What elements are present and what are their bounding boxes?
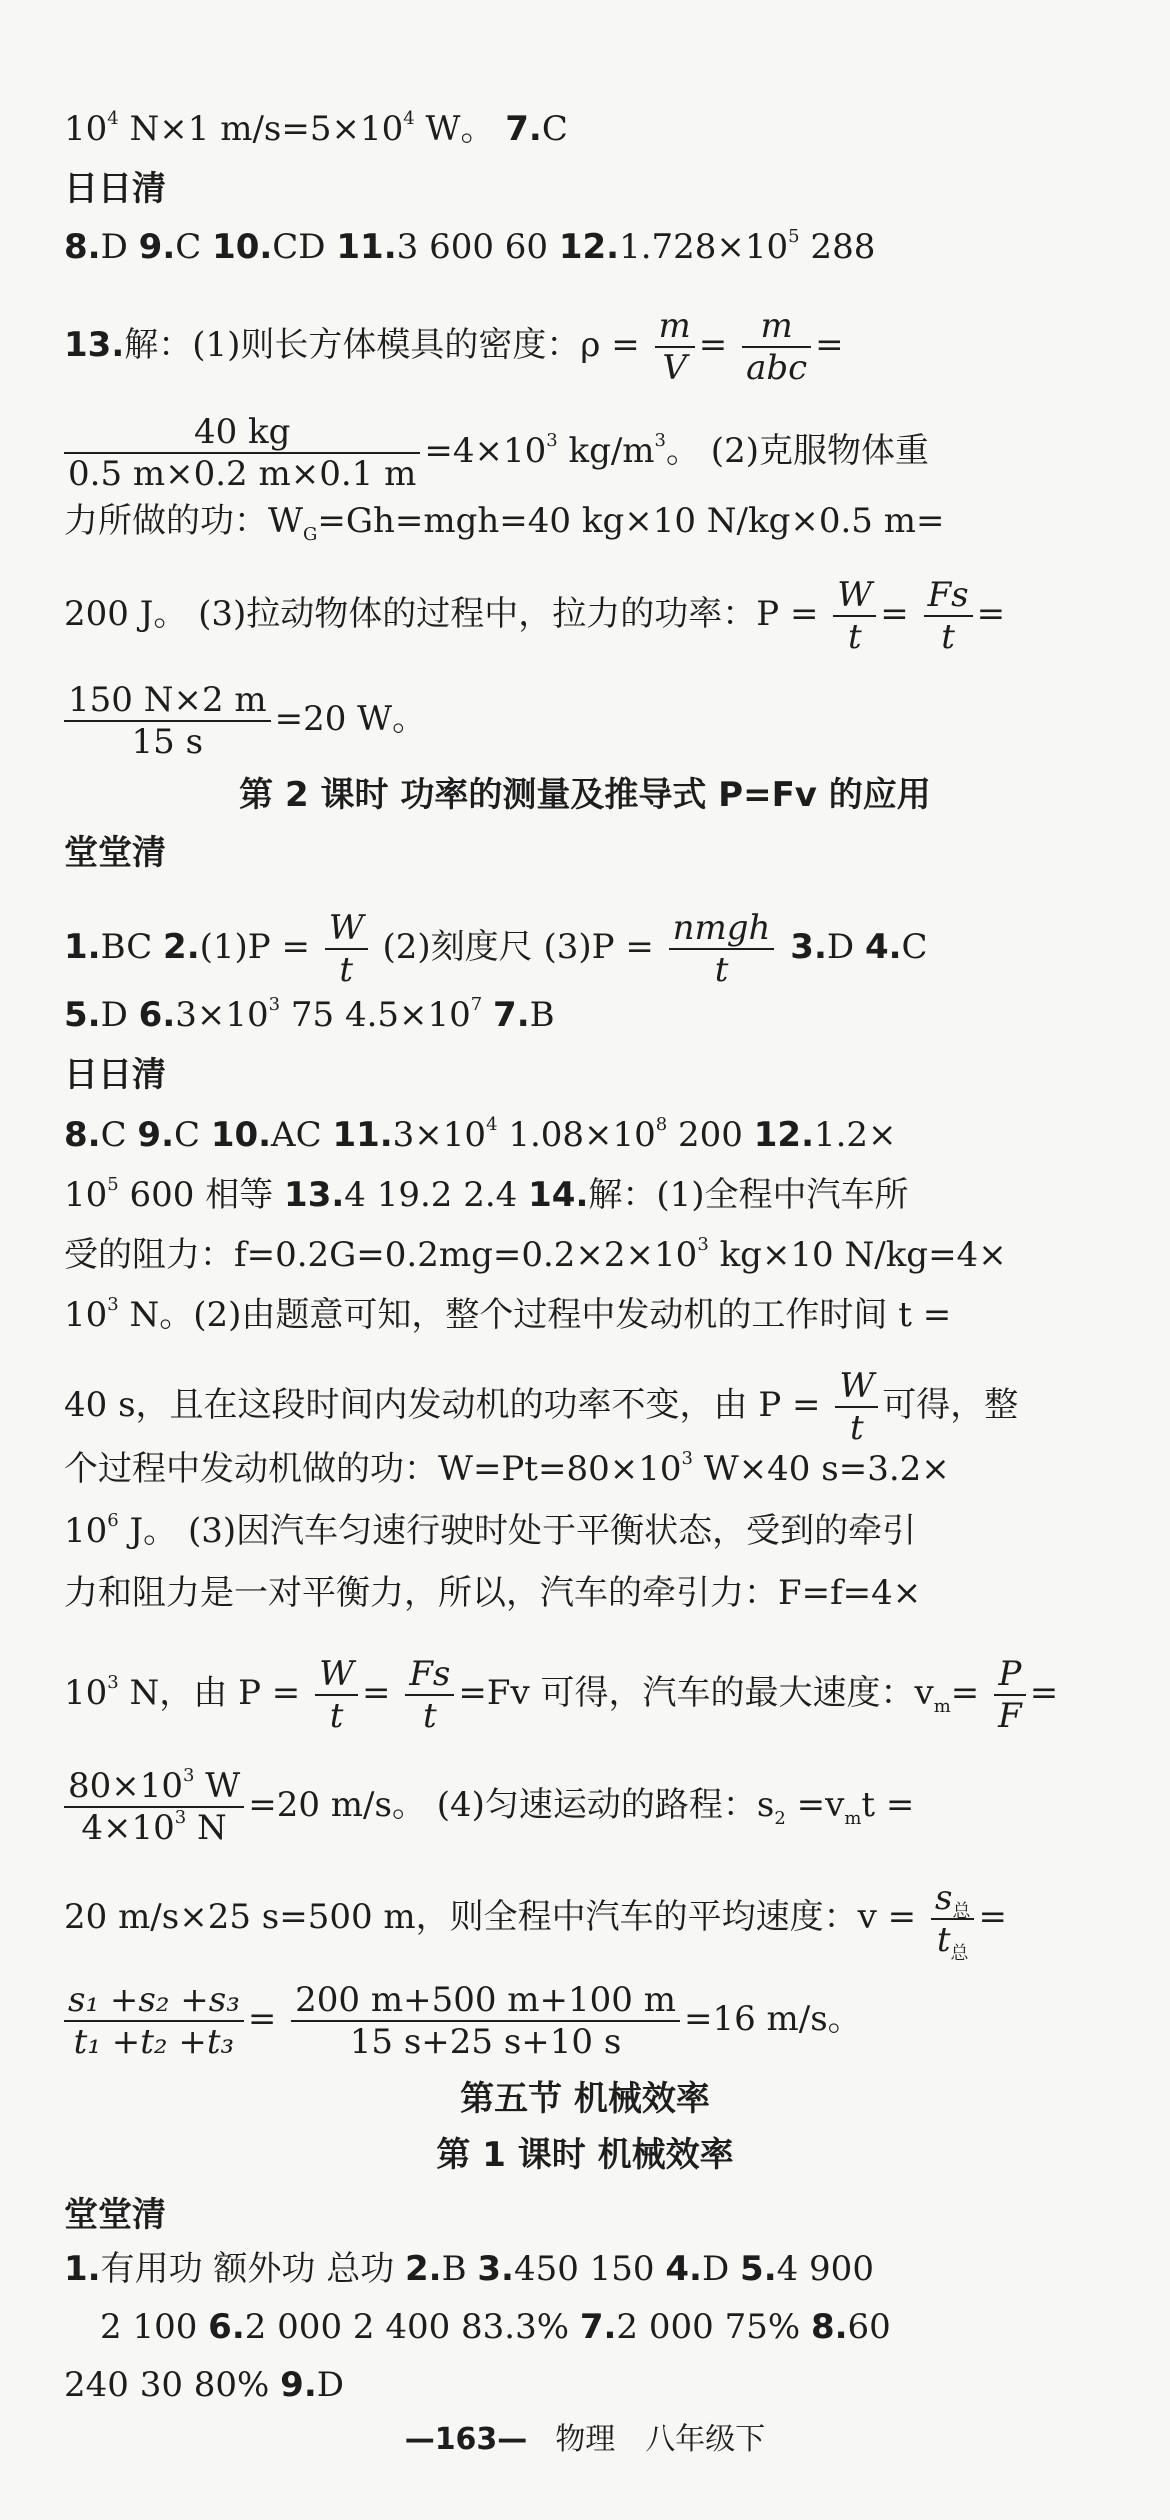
denominator: 15 s xyxy=(131,722,204,762)
answer: 200 xyxy=(667,1115,754,1155)
numerator: Fs xyxy=(927,575,969,615)
superscript: 3 xyxy=(654,430,666,451)
answer: CD xyxy=(272,227,337,267)
fraction xyxy=(931,1878,974,1964)
denominator xyxy=(64,1808,244,1848)
text: = xyxy=(880,594,909,634)
text: = xyxy=(976,594,1006,634)
fraction xyxy=(669,908,775,990)
answer: 2 100 xyxy=(100,2307,209,2347)
question-number: 12. xyxy=(558,227,620,267)
subscript: 2 xyxy=(774,1808,786,1829)
numerator: W xyxy=(837,575,873,615)
page-footer xyxy=(0,2420,1170,2460)
numerator: W xyxy=(839,1366,875,1406)
denominator: t xyxy=(714,950,729,990)
question-number: 10. xyxy=(210,1115,272,1155)
question-number: 5. xyxy=(740,2249,777,2289)
numerator: s₁ +s₂ +s₃ xyxy=(68,1980,240,2020)
text: = xyxy=(1029,1673,1059,1713)
answer: 60 xyxy=(847,2307,891,2347)
denominator xyxy=(931,1920,974,1964)
text: 10 xyxy=(64,1673,108,1713)
answer-line xyxy=(64,1170,1106,1220)
answer-line: 力和阻力是一对平衡力，所以，汽车的牵引力：F=f=4× xyxy=(64,1573,922,1613)
text: 80×10 xyxy=(68,1766,184,1806)
text: =20 W。 xyxy=(274,699,427,739)
fraction xyxy=(924,575,973,657)
fraction xyxy=(835,1366,878,1448)
text: W xyxy=(194,1766,241,1806)
numerator: W xyxy=(328,908,364,948)
numerator: nmgh xyxy=(672,908,771,948)
text: 20 m/s×25 s=500 m，则全程中汽车的平均速度：v = xyxy=(64,1897,917,1937)
text: N，由 P = xyxy=(118,1673,301,1713)
fraction xyxy=(64,680,271,762)
answer: C xyxy=(901,927,928,967)
answer: AC xyxy=(271,1115,333,1155)
text: = xyxy=(978,1897,1007,1937)
text: (2)刻度尺 (3)P = xyxy=(371,927,654,967)
answer-line xyxy=(64,2360,1106,2410)
question-number: 10. xyxy=(212,227,273,267)
question-number: 8. xyxy=(64,227,101,267)
question-number: 9. xyxy=(280,2365,317,2405)
question-number: 9. xyxy=(137,1115,174,1155)
text: = xyxy=(362,1673,391,1713)
question-number: 13. xyxy=(284,1175,345,1215)
superscript: 3 xyxy=(697,1234,709,1255)
answer: 4 19.2 2.4 xyxy=(344,1175,529,1215)
answer-line xyxy=(64,412,1106,494)
text: 力所做的功：W xyxy=(64,501,303,541)
answer: 3 600 60 xyxy=(396,227,559,267)
answer: 2 000 2 400 83.3% xyxy=(244,2307,580,2347)
section-heading-tangtangqing: 堂堂清 xyxy=(64,2195,166,2235)
answer-line xyxy=(64,1506,1106,1556)
answer xyxy=(482,995,493,1035)
section-heading-rirqing: 日日清 xyxy=(64,169,166,209)
answer-line xyxy=(100,2302,1106,2352)
question-number: 6. xyxy=(208,2307,245,2347)
fraction xyxy=(742,306,811,388)
question-number: 2. xyxy=(163,927,200,967)
answer-line xyxy=(64,575,1106,657)
numerator: 150 N×2 m xyxy=(64,680,271,722)
fraction xyxy=(64,412,420,494)
question-number: 7. xyxy=(579,2307,617,2347)
question-number: 4. xyxy=(665,2249,702,2289)
answer-line xyxy=(64,306,1106,388)
superscript: 5 xyxy=(107,1174,119,1195)
answer-line xyxy=(64,990,1106,1040)
superscript: 8 xyxy=(655,1114,668,1135)
answer: 1.728×10 xyxy=(619,227,789,267)
text: N xyxy=(186,1808,227,1848)
text: 。 (2)克服物体重 xyxy=(666,431,929,471)
superscript: 4 xyxy=(486,1114,498,1135)
question-number: 3. xyxy=(778,927,827,967)
answer-line xyxy=(64,1230,1106,1280)
answer: 4 900 xyxy=(776,2249,874,2289)
text: = xyxy=(247,1999,277,2039)
answer: D xyxy=(100,995,139,1035)
numerator: 200 m+500 m+100 m xyxy=(291,1980,680,2022)
section-title: 第五节 机械效率 xyxy=(460,2079,710,2119)
text: W×40 s=3.2× xyxy=(692,1449,950,1489)
answer-line xyxy=(64,104,1106,154)
answer: 75 4.5×10 xyxy=(280,995,471,1035)
subscript: 总 xyxy=(950,1943,969,1964)
question-number: 2. xyxy=(405,2249,442,2289)
text: 4×10 xyxy=(81,1808,175,1848)
denominator: F xyxy=(998,1696,1022,1736)
text: 解：(1)则长方体模具的密度：ρ = xyxy=(124,325,640,365)
numerator: m xyxy=(658,306,691,346)
question-number: 3. xyxy=(477,2249,514,2289)
text: =16 m/s。 xyxy=(683,1999,862,2039)
question-number: 12. xyxy=(753,1115,814,1155)
lesson-title: 第 1 课时 机械效率 xyxy=(436,2135,734,2175)
denominator: 0.5 m×0.2 m×0.1 m xyxy=(68,454,417,494)
superscript: 4 xyxy=(107,108,119,129)
question-number: 8. xyxy=(64,1115,101,1155)
answer: B xyxy=(441,2249,478,2289)
grade: 八年级下 xyxy=(645,2422,766,2457)
section-heading-tangtangqing: 堂堂清 xyxy=(64,833,166,873)
answer-line xyxy=(64,1980,1106,2062)
subject: 物理 xyxy=(555,2422,616,2457)
text: N。(2)由题意可知，整个过程中发动机的工作时间 t = xyxy=(118,1295,952,1335)
fraction xyxy=(655,306,695,388)
fraction xyxy=(405,1654,454,1736)
question-number: 14. xyxy=(528,1175,589,1215)
text: =Fv 可得，汽车的最大速度：v xyxy=(458,1673,934,1713)
answer: 450 150 xyxy=(513,2249,666,2289)
subscript: 总 xyxy=(952,1901,971,1922)
fraction xyxy=(994,1654,1026,1736)
numerator: m xyxy=(760,306,793,346)
answer-line xyxy=(64,1366,1106,1448)
answer: C xyxy=(175,227,213,267)
answer-line xyxy=(64,1444,1106,1494)
denominator: V xyxy=(662,348,687,388)
answer-line xyxy=(64,908,1106,990)
denominator: t xyxy=(941,617,955,657)
superscript: 3 xyxy=(107,1294,119,1315)
numerator xyxy=(64,1766,244,1808)
answer: D xyxy=(826,927,865,967)
question-number: 1. xyxy=(64,927,101,967)
answer: B xyxy=(529,995,555,1035)
answer: 3×10 xyxy=(175,995,269,1035)
numerator: 40 kg xyxy=(64,412,420,454)
text: 可得，整 xyxy=(882,1385,1019,1425)
answer: D xyxy=(100,227,139,267)
text: kg×10 N/kg=4× xyxy=(708,1235,1007,1275)
text: = xyxy=(698,325,728,365)
text: 10 xyxy=(64,109,108,149)
answer-line xyxy=(64,496,1106,546)
answer: 1.2× xyxy=(813,1115,897,1155)
superscript: 6 xyxy=(107,1510,119,1531)
section-heading-rirqing: 日日清 xyxy=(64,1055,166,1095)
subscript: m xyxy=(933,1696,951,1717)
answer: 1.08×10 xyxy=(497,1115,656,1155)
text: 10 xyxy=(64,1175,108,1215)
answer: C xyxy=(541,109,568,149)
text: s xyxy=(934,1878,953,1918)
superscript: 3 xyxy=(174,1807,187,1828)
text: 受的阻力：f=0.2G=0.2mg=0.2×2×10 xyxy=(64,1235,698,1275)
answer-line xyxy=(64,1878,1106,1964)
text: 个过程中发动机做的功：W=Pt=80×10 xyxy=(64,1449,682,1489)
subscript: G xyxy=(302,524,318,545)
text: =20 m/s。 (4)匀速运动的路程：s xyxy=(248,1785,775,1825)
denominator: t xyxy=(339,950,354,990)
text: =Gh=mgh=40 kg×10 N/kg×0.5 m= xyxy=(317,501,945,541)
denominator: 15 s+25 s+10 s xyxy=(349,2022,622,2062)
text: kg/m xyxy=(557,431,655,471)
superscript: 3 xyxy=(107,1672,119,1693)
question-number: 1. xyxy=(64,2249,101,2289)
answer-line xyxy=(64,680,1106,762)
question-number: 9. xyxy=(138,227,176,267)
superscript: 3 xyxy=(546,430,558,451)
answer-line xyxy=(64,2244,1106,2294)
text: =4×10 xyxy=(424,431,547,471)
answer: C xyxy=(100,1115,138,1155)
answer: BC xyxy=(100,927,164,967)
numerator: W xyxy=(319,1654,355,1694)
subscript: m xyxy=(844,1808,862,1829)
text: 10 xyxy=(64,1295,108,1335)
answer-line xyxy=(64,222,1106,272)
answer: 240 30 80% xyxy=(64,2365,281,2405)
question-number: 8. xyxy=(810,2307,848,2347)
superscript: 5 xyxy=(788,226,800,247)
question-number: 4. xyxy=(864,927,902,967)
numerator xyxy=(931,1878,974,1920)
superscript: 4 xyxy=(403,108,415,129)
text: 40 s，且在这段时间内发动机的功率不变，由 P = xyxy=(64,1385,821,1425)
text: W。 xyxy=(414,109,506,149)
fraction xyxy=(64,1980,244,2062)
text: t = xyxy=(861,1785,915,1825)
question-number: 6. xyxy=(138,995,176,1035)
answer: 有用功 额外功 总功 xyxy=(100,2249,406,2289)
answer-line xyxy=(64,1766,1106,1848)
answer-line xyxy=(64,1290,1106,1340)
lesson-title: 第 2 课时 功率的测量及推导式 P=Fv 的应用 xyxy=(239,775,931,815)
numerator: Fs xyxy=(409,1654,451,1694)
text: = xyxy=(950,1673,980,1713)
text: N×1 m/s=5×10 xyxy=(118,109,404,149)
text: t xyxy=(936,1920,951,1960)
answer: 3×10 xyxy=(392,1115,487,1155)
text: =v xyxy=(785,1785,845,1825)
text: 解：(1)全程中汽车所 xyxy=(588,1175,909,1215)
denominator: t xyxy=(847,617,862,657)
answer: C xyxy=(173,1115,211,1155)
answer-line xyxy=(64,1654,1106,1736)
text: J。 (3)因汽车匀速行驶时处于平衡状态，受到的牵引 xyxy=(118,1511,917,1551)
fraction xyxy=(325,908,368,990)
fraction xyxy=(833,575,876,657)
question-number: 13. xyxy=(64,325,125,365)
page-number: —163— xyxy=(404,2422,528,2457)
question-number: 7. xyxy=(505,109,542,149)
denominator: t xyxy=(329,1696,344,1736)
text: 10 xyxy=(64,1511,108,1551)
question-number: 11. xyxy=(336,227,397,267)
answer: 2 000 75% xyxy=(616,2307,811,2347)
denominator: t xyxy=(849,1408,864,1448)
fraction xyxy=(315,1654,358,1736)
answer: D xyxy=(701,2249,741,2289)
superscript: 3 xyxy=(681,1448,693,1469)
numerator: P xyxy=(998,1654,1022,1694)
answer-line xyxy=(64,1110,1106,1160)
superscript: 3 xyxy=(268,994,281,1015)
denominator: t₁ +t₂ +t₃ xyxy=(73,2022,235,2062)
text: 200 J。 (3)拉动物体的过程中，拉力的功率：P = xyxy=(64,594,819,634)
question-number: 7. xyxy=(493,995,530,1035)
superscript: 7 xyxy=(470,994,483,1015)
denominator: abc xyxy=(746,348,808,388)
denominator: t xyxy=(423,1696,437,1736)
text: (1)P = xyxy=(199,927,310,967)
answer: D xyxy=(316,2365,344,2405)
text: 600 相等 xyxy=(118,1175,285,1215)
question-number: 11. xyxy=(332,1115,393,1155)
answer: 288 xyxy=(799,227,876,267)
fraction xyxy=(64,1766,244,1848)
fraction xyxy=(291,1980,680,2062)
question-number: 5. xyxy=(64,995,101,1035)
text: = xyxy=(815,325,844,365)
superscript: 3 xyxy=(183,1765,195,1786)
